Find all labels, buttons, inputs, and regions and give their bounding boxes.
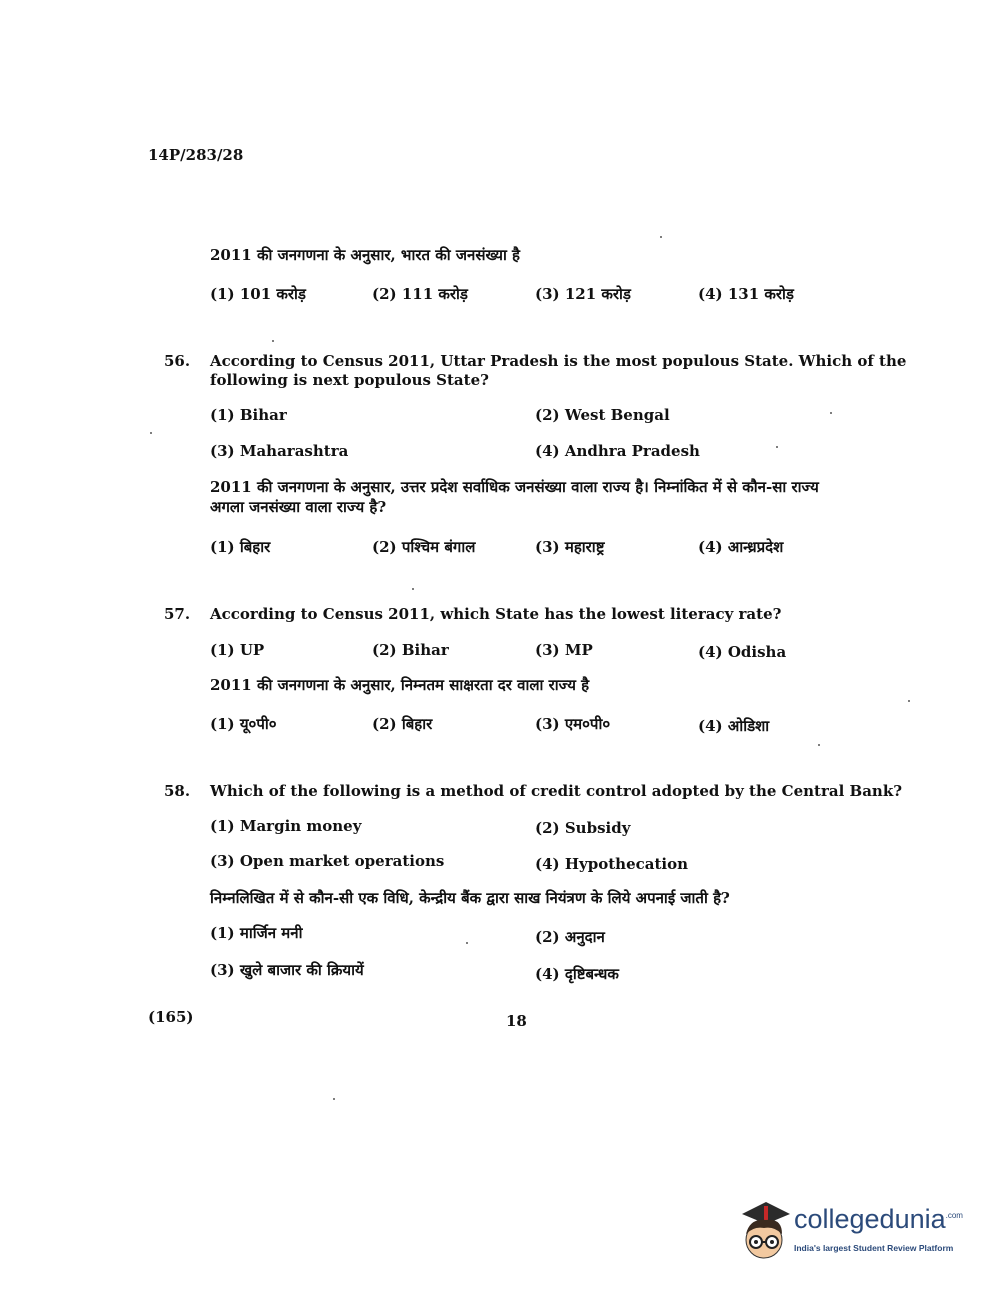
q58-option-4: (4) Hypothecation [535,855,689,873]
scan-speck [466,942,468,944]
logo-suffix: .com [945,1211,963,1220]
q56-option-4: (4) Andhra Pradesh [535,442,700,460]
q57-question-line1: According to Census 2011, which State has the lowest literacy rate? [210,605,782,623]
q56-question-line1: According to Census 2011, Uttar Pradesh is the most populous State. Which of the [210,352,907,370]
q58-option-2: (2) Subsidy [535,819,631,837]
scan-speck [776,446,778,448]
q56-option-3: (3) Maharashtra [210,442,349,460]
q56-option-2: (2) West Bengal [535,406,670,424]
q56-hindi-option-4: (4) आन्ध्रप्रदेश [698,538,784,556]
q57-option-1: (1) UP [210,641,265,659]
paper-code: 14P/283/28 [148,146,244,164]
q55-hindi-question: 2011 की जनगणना के अनुसार, भारत की जनसंख्या है [210,246,521,264]
scan-speck [908,700,910,702]
q58-hindi-option-4: (4) दृष्टिबन्धक [535,965,619,983]
mascot-icon [736,1196,796,1266]
q56-hindi-option-1: (1) बिहार [210,538,271,556]
scan-speck [272,340,274,342]
q56-hindi-option-3: (3) महाराष्ट्र [535,538,605,556]
q57-hindi-line1: 2011 की जनगणना के अनुसार, निम्नतम साक्षरता दर वाला राज्य है [210,676,590,694]
q57-option-4: (4) Odisha [698,643,787,661]
q58-hindi-line1: निम्नलिखित में से कौन-सी एक विधि, केन्द्रीय बैंक द्वारा साख नियंत्रण के लिये अपनाई जाती है? [210,889,730,907]
q57-hindi-option-1: (1) यू०पी० [210,715,277,733]
page-number: 18 [506,1012,527,1030]
scan-speck [660,236,662,238]
q58-hindi-option-3: (3) खुले बाजार की क्रियायें [210,961,364,979]
q56-hindi-line2: अगला जनसंख्या वाला राज्य है? [210,498,387,516]
q57-hindi-option-4: (4) ओडिशा [698,717,770,735]
q58-option-1: (1) Margin money [210,817,362,835]
q56-question-line2: following is next populous State? [210,371,489,389]
q55-option-1: (1) 101 करोड़ [210,285,306,303]
q57-hindi-option-2: (2) बिहार [372,715,433,733]
q58-question-line1: Which of the following is a method of credit control adopted by the Central Bank? [210,782,902,800]
footer-code: (165) [148,1008,194,1026]
scan-speck [412,588,414,590]
q56-hindi-option-2: (2) पश्चिम बंगाल [372,538,476,556]
q55-option-3: (3) 121 करोड़ [535,285,631,303]
logo-tagline: India's largest Student Review Platform [794,1243,954,1253]
q56-hindi-line1: 2011 की जनगणना के अनुसार, उत्तर प्रदेश सर्वाधिक जनसंख्या वाला राज्य है। निम्नांकित में से कौन-सा राज्य [210,478,819,496]
q57-hindi-option-3: (3) एम०पी० [535,715,611,733]
scan-speck [818,744,820,746]
collegedunia-logo [736,1196,966,1266]
q57-option-3: (3) MP [535,641,593,659]
q56-number: 56. [164,352,191,370]
q58-option-3: (3) Open market operations [210,852,445,870]
q57-number: 57. [164,605,191,623]
q55-option-4: (4) 131 करोड़ [698,285,794,303]
scan-speck [830,412,832,414]
logo-name: collegedunia [794,1204,946,1234]
q58-hindi-option-1: (1) मार्जिन मनी [210,924,303,942]
q55-option-2: (2) 111 करोड़ [372,285,468,303]
q56-option-1: (1) Bihar [210,406,287,424]
scan-speck [333,1098,335,1100]
q58-number: 58. [164,782,191,800]
q57-option-2: (2) Bihar [372,641,449,659]
scan-speck [150,432,152,434]
q58-hindi-option-2: (2) अनुदान [535,928,605,946]
